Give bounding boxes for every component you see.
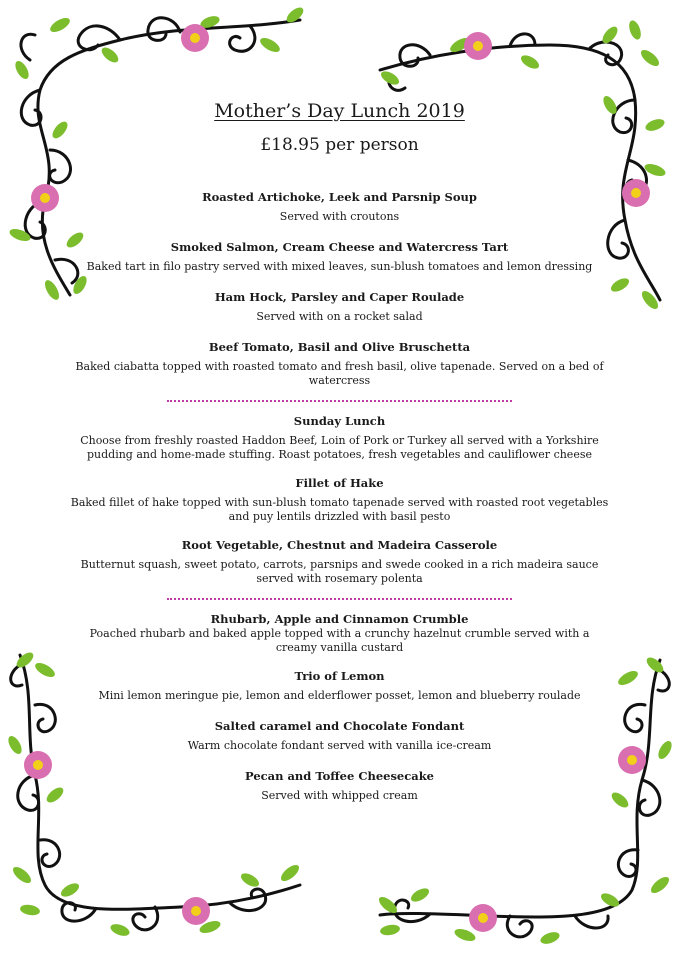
dish-description: Served with whipped cream (261, 789, 418, 802)
menu-item (70, 669, 609, 703)
menu-body (70, 190, 609, 803)
dish-description: Baked tart in filo pastry served with mixed leaves, sun-blush tomatoes and lemon dressing (86, 260, 593, 273)
dish-name: Salted caramel and Chocolate Fondant (214, 719, 465, 733)
dish-name: Trio of Lemon (294, 669, 385, 683)
menu-title: Mother’s Day Lunch 2019 (214, 100, 465, 122)
dish-name: Pecan and Toffee Cheesecake (245, 769, 434, 783)
menu-item (70, 240, 609, 274)
dish-description: Mini lemon meringue pie, lemon and elderflower posset, lemon and blueberry roulade (98, 689, 581, 702)
dish-description: Poached rhubarb and baked apple topped with a crunchy hazelnut crumble served with a creamy vanilla custard (89, 627, 590, 654)
dish-name: Ham Hock, Parsley and Caper Roulade (214, 290, 465, 304)
dish-name: Rhubarb, Apple and Cinnamon Crumble (210, 612, 469, 626)
dish-description: Butternut squash, sweet potato, carrots, parsnips and swede cooked in a rich madeira sauce served with rosemary polenta (80, 558, 599, 585)
menu-item (70, 769, 609, 803)
menu-item (70, 612, 609, 655)
section-divider (167, 400, 512, 402)
menu-item (70, 476, 609, 524)
dish-name: Smoked Salmon, Cream Cheese and Watercress Tart (170, 240, 509, 254)
dish-name: Roasted Artichoke, Leek and Parsnip Soup (202, 190, 477, 204)
menu-price: £18.95 per person (260, 135, 419, 155)
menu-item (70, 340, 609, 388)
dish-description: Baked fillet of hake topped with sun-blush tomato tapenade served with roasted root vegetables and puy lentils drizzled with basil pesto (70, 496, 609, 523)
dish-description: Baked ciabatta topped with roasted tomato and fresh basil, olive tapenade. Served on a bed of watercress (75, 360, 604, 387)
dish-description: Served with croutons (279, 210, 400, 223)
menu-item (70, 414, 609, 462)
menu-item (70, 538, 609, 586)
menu-item (70, 190, 609, 224)
dish-name: Root Vegetable, Chestnut and Madeira Casserole (181, 538, 498, 552)
dish-description: Warm chocolate fondant served with vanilla ice-cream (187, 739, 492, 752)
dish-description: Choose from freshly roasted Haddon Beef, Loin of Pork or Turkey all served with a Yorkshire pudding and home-made stuffing. Roast potatoes, fresh vegetables and cauliflower cheese (80, 434, 599, 461)
dish-name: Beef Tomato, Basil and Olive Bruschetta (208, 340, 471, 354)
menu-item (70, 290, 609, 324)
dish-name: Sunday Lunch (293, 414, 386, 428)
dish-description: Served with on a rocket salad (256, 310, 423, 323)
dish-name: Fillet of Hake (295, 476, 384, 490)
section-divider (167, 598, 512, 600)
menu-item (70, 719, 609, 753)
